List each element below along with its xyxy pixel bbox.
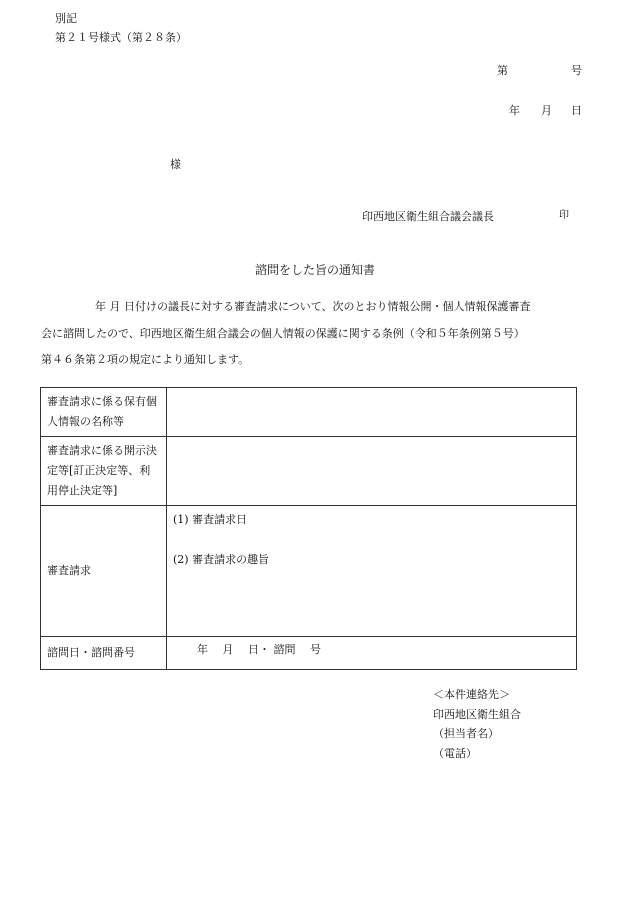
header-note: 別記 [55,12,77,25]
seal-mark: 印 [559,210,569,221]
table-value-personal-info [167,388,577,437]
body-line-2: 会に諮問したので、印西地区衛生組合議会の個人情報の保護に関する条例（令和５年条例第５号） [41,327,525,340]
date-month: 月 [541,104,552,117]
document-title: 諮問をした旨の通知書 [254,263,375,277]
sender-name: 印西地区衛生組合議会議長 [362,210,494,223]
table-value-disclosure-decision [167,437,577,506]
table-label-personal-info: 審査請求に係る保有個人情報の名称等 [41,388,167,437]
request-date-item: (1) 審査請求日 [173,513,248,526]
table-row [41,437,577,506]
date-year: 年 [509,104,520,117]
table-value-request [167,506,577,637]
recipient-suffix: 様 [170,158,181,171]
table-label-request: 審査請求 [41,506,167,637]
contact-person: （担当者名） [433,727,499,740]
form-number: 第２１号様式（第２８条） [55,31,187,44]
table-label-disclosure-decision: 審査請求に係る開示決定等[訂正決定等、利用停止決定等] [41,437,167,506]
document-number-prefix: 第 [497,64,508,77]
inquiry-date-field: 年 月 日・ 諮問 号 [197,643,321,656]
contact-title: ＜本件連絡先＞ [433,688,510,701]
contact-organization: 印西地区衛生組合 [433,708,521,721]
body-line-1: 年 月 日付けの議長に対する審査請求について、次のとおり情報公開・個人情報保護審査 [95,300,531,313]
body-line-3: 第４６条第２項の規定により通知します。 [41,353,250,366]
request-purpose-item: (2) 審査請求の趣旨 [173,553,270,566]
document-number-suffix: 号 [571,64,582,77]
table-value-inquiry-date [167,637,577,670]
table-row [41,637,577,670]
date-day: 日 [571,104,582,117]
table-row [41,388,577,437]
table-row [41,506,577,637]
inquiry-table [40,387,577,670]
contact-phone: （電話） [433,747,477,760]
table-label-inquiry-date: 諮問日・諮問番号 [41,637,167,670]
